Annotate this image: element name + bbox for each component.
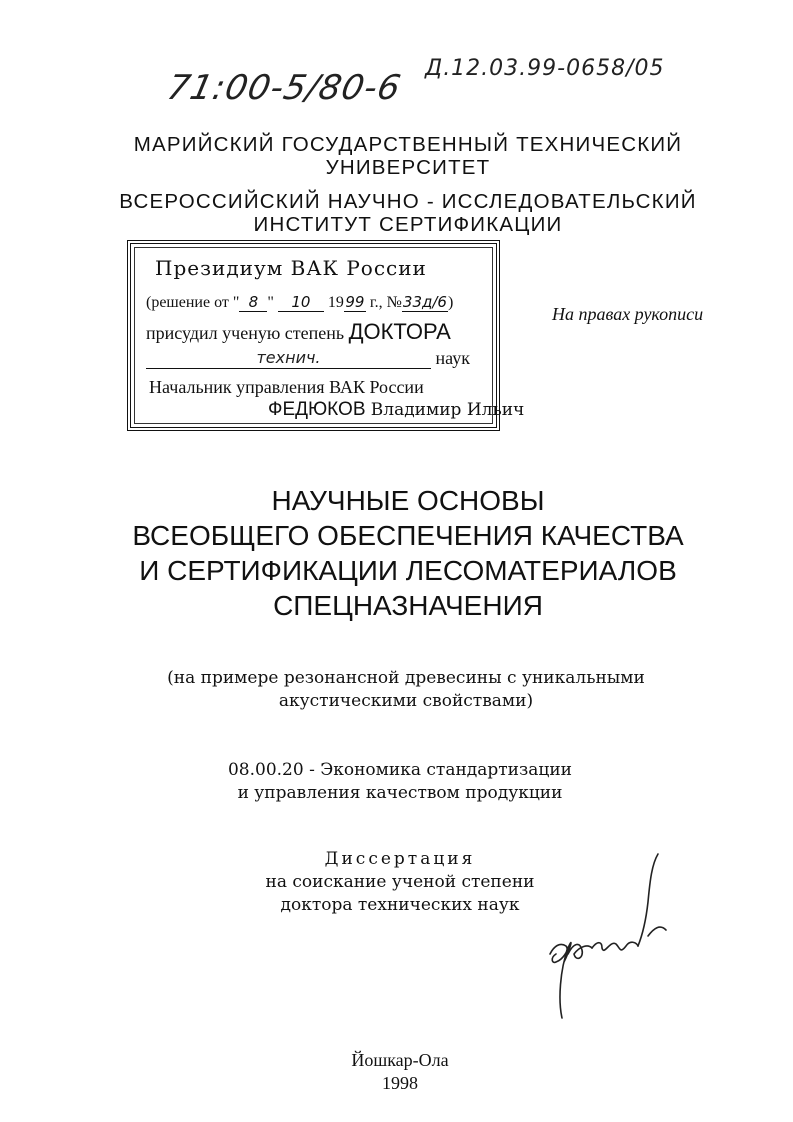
stamp-month: 10 xyxy=(278,293,324,312)
city: Йошкар-Ола xyxy=(351,1050,449,1070)
university-name-line1: МАРИЙСКИЙ ГОСУДАРСТВЕННЫЙ ТЕХНИЧЕСКИЙ xyxy=(133,133,683,156)
handwritten-registry-code: Д.12.03.99-0658/05 xyxy=(425,56,665,81)
vak-stamp xyxy=(127,240,525,431)
dissertation-degree-line1: на соискание ученой степени xyxy=(265,872,535,892)
dissertation-label: Диссертация xyxy=(324,849,476,869)
thesis-title-line2: ВСЕОБЩЕГО ОБЕСПЕЧЕНИЯ КАЧЕСТВА xyxy=(132,520,684,551)
subtitle-line2: акустическими свойствами) xyxy=(278,691,534,711)
stamp-year-rest: г., № xyxy=(369,294,402,311)
manuscript-note: На правах рукописи xyxy=(552,304,704,324)
dissertation-degree-line2: доктора технических наук xyxy=(280,895,520,915)
signature-stroke-6 xyxy=(648,927,666,936)
stamp-decision-close: ) xyxy=(447,294,454,311)
stamp-number: 33д/6 xyxy=(402,293,447,311)
thesis-title-line3: И СЕРТИФИКАЦИИ ЛЕСОМАТЕРИАЛОВ xyxy=(139,555,677,586)
stamp-quote: " xyxy=(267,294,274,311)
year: 1998 xyxy=(382,1073,418,1093)
stamp-year-prefix: 19 xyxy=(327,294,344,311)
stamp-degree: ДОКТОРА xyxy=(348,319,451,344)
stamp-chief-name xyxy=(268,399,524,421)
stamp-science-word: наук xyxy=(435,348,470,368)
signature-stroke-5 xyxy=(638,854,658,946)
stamp-chief-first: Владимир Ильич xyxy=(370,400,525,420)
institute-name-line1: ВСЕРОССИЙСКИЙ НАУЧНО - ИССЛЕДОВАТЕЛЬСКИЙ xyxy=(119,190,697,213)
institute-name-line2: ИНСТИТУТ СЕРТИФИКАЦИИ xyxy=(253,213,563,236)
stamp-chief-title: Начальник управления ВАК России xyxy=(149,377,424,397)
stamp-awarded-text: присудил ученую степень xyxy=(146,323,345,343)
stamp-title: Президиум ВАК России xyxy=(155,256,427,280)
author-signature xyxy=(540,850,680,1020)
stamp-chief-surname: ФЕДЮКОВ xyxy=(268,399,366,420)
stamp-year-suffix: 99 xyxy=(345,293,365,311)
stamp-decision-prefix: (решение от " xyxy=(146,294,240,311)
specialty-line1: 08.00.20 - Экономика стандартизации xyxy=(227,760,573,780)
stamp-awarded-line xyxy=(146,319,451,345)
signature-stroke-3 xyxy=(568,944,592,958)
stamp-decision-line xyxy=(146,293,453,312)
subtitle-line1: (на примере резонансной древесины с уникальными xyxy=(167,668,645,688)
thesis-title-line4: СПЕЦНАЗНАЧЕНИЯ xyxy=(273,590,543,621)
specialty-line2: и управления качеством продукции xyxy=(237,783,563,803)
stamp-science-handwritten: технич. xyxy=(146,348,431,369)
stamp-day: 8 xyxy=(239,293,267,312)
stamp-science-line xyxy=(146,348,496,369)
thesis-title-line1: НАУЧНЫЕ ОСНОВЫ xyxy=(271,485,545,516)
university-name-line2: УНИВЕРСИТЕТ xyxy=(325,156,491,179)
signature-stroke-4 xyxy=(592,942,638,950)
handwritten-archive-code: 71:00-5/80-6 xyxy=(163,68,405,108)
